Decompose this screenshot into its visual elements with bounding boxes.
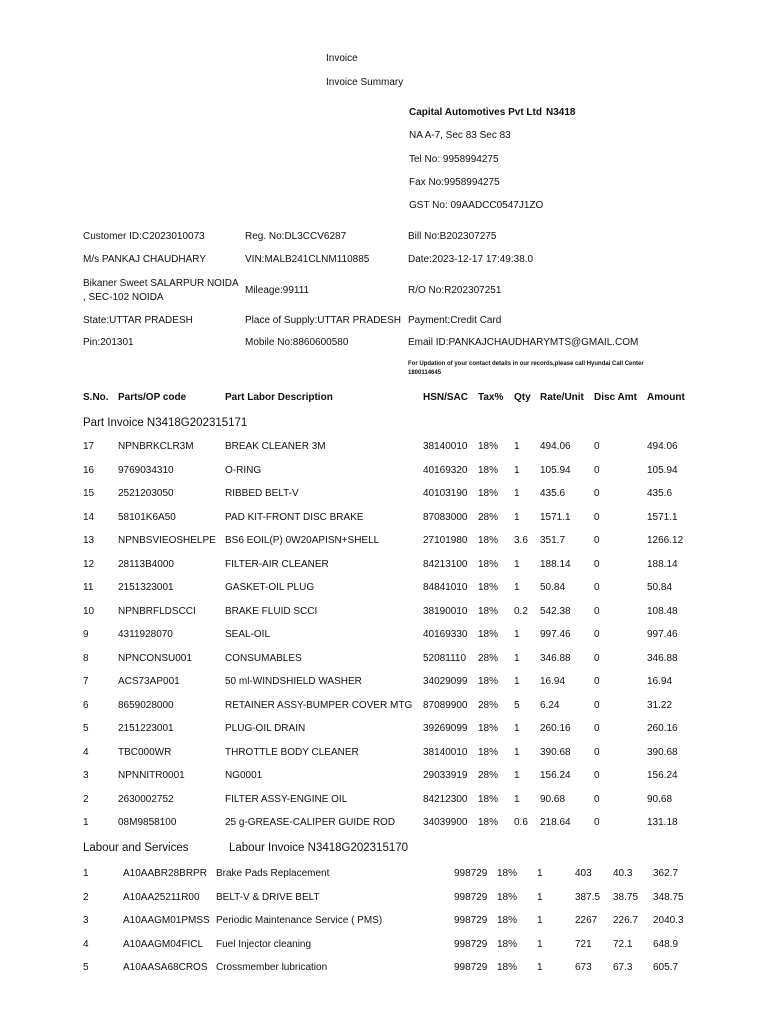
cell-desc: 25 g-GREASE-CALIPER GUIDE ROD: [225, 817, 396, 828]
cell-rate: 403: [575, 868, 592, 879]
place-of-supply: Place of Supply:UTTAR PRADESH: [245, 315, 401, 326]
cell-tax: 18%: [478, 558, 499, 570]
cell-rate: 260.16: [540, 723, 571, 734]
header-tax: Tax%: [478, 392, 504, 403]
cell-disc: 0: [594, 464, 600, 476]
cell-rate: 188.14: [540, 558, 571, 570]
cell-sno: 4: [83, 938, 89, 950]
cell-hsn: 84212300: [423, 793, 468, 805]
cell-sno: 16: [83, 464, 95, 476]
cell-tax: 18%: [478, 629, 499, 640]
table-row: [0, 559, 768, 573]
cell-disc: 0: [594, 770, 600, 781]
cell-rate: 50.84: [540, 582, 566, 593]
cell-rate: 351.7: [540, 535, 566, 546]
cell-tax: 18%: [478, 676, 499, 687]
cell-amount: 435.6: [647, 488, 673, 499]
cell-disc: 0: [594, 558, 600, 570]
cell-disc: 0: [594, 793, 600, 805]
cell-amount: 50.84: [647, 582, 673, 593]
cell-sno: 10: [83, 605, 95, 617]
cell-qty: 1: [514, 652, 520, 664]
cell-rate: 105.94: [540, 464, 571, 476]
cell-qty: 1: [514, 723, 520, 734]
cell-qty: 1: [514, 676, 520, 687]
cell-desc: NG0001: [225, 770, 263, 781]
cell-amount: 1266.12: [647, 535, 684, 546]
cell-amount: 1571.1: [647, 511, 678, 523]
cell-hsn: 998729: [454, 891, 488, 903]
header-rate: Rate/Unit: [540, 392, 584, 403]
cell-amount: 31.22: [647, 699, 673, 711]
cell-qty: 1: [514, 746, 520, 758]
vin: VIN:MALB241CLNM110885: [245, 254, 370, 265]
cell-qty: 1: [537, 891, 543, 903]
cell-code: ACS73AP001: [118, 676, 180, 687]
cell-rate: 156.24: [540, 770, 571, 781]
header-hsn: HSN/SAC: [423, 392, 469, 403]
cell-rate: 673: [575, 962, 592, 973]
cell-desc: SEAL-OIL: [225, 629, 271, 640]
cell-code: 2521203050: [118, 488, 174, 499]
table-row: [0, 770, 768, 784]
cell-tax: 28%: [478, 699, 499, 711]
cell-desc: BELT-V & DRIVE BELT: [216, 891, 320, 903]
cell-qty: 1: [514, 488, 520, 499]
cell-rate: 721: [575, 938, 592, 950]
cell-code: NPNBRKCLR3M: [118, 441, 194, 452]
cell-rate: 6.24: [540, 699, 560, 711]
table-row: [0, 817, 768, 831]
cell-sno: 17: [83, 441, 95, 452]
cell-rate: 390.68: [540, 746, 571, 758]
cell-hsn: 40169330: [423, 629, 468, 640]
header-qty: Qty: [514, 392, 531, 403]
table-row: [0, 723, 768, 737]
cell-disc: 0: [594, 582, 600, 593]
cell-rate: 387.5: [575, 891, 601, 903]
cell-desc: 50 ml-WINDSHIELD WASHER: [225, 676, 362, 687]
cell-rate: 542.38: [540, 605, 571, 617]
cell-disc: 0: [594, 511, 600, 523]
cell-rate: 997.46: [540, 629, 571, 640]
labour-section-title: Labour Invoice N3418G202315170: [229, 842, 409, 854]
bill-no: Bill No:B202307275: [408, 231, 497, 242]
cell-code: 58101K6A50: [118, 511, 176, 523]
cell-amount: 2040.3: [653, 915, 684, 926]
mileage: Mileage:99111: [245, 285, 310, 296]
cell-amount: 494.06: [647, 441, 678, 452]
table-row: [0, 747, 768, 761]
company-address: NA A-7, Sec 83 Sec 83: [409, 130, 511, 141]
cell-disc: 72.1: [613, 938, 633, 950]
cell-amount: 105.94: [647, 464, 678, 476]
header-sno: S.No.: [83, 392, 109, 403]
cell-code: NPNBSVIEOSHELPE: [118, 535, 216, 546]
cell-disc: 226.7: [613, 915, 639, 926]
cell-sno: 7: [83, 676, 89, 687]
cell-amount: 260.16: [647, 723, 678, 734]
cell-qty: 1: [514, 511, 520, 523]
cell-desc: Periodic Maintenance Service ( PMS): [216, 915, 383, 926]
cell-disc: 40.3: [613, 868, 633, 879]
cell-desc: BREAK CLEANER 3M: [225, 441, 326, 452]
cell-qty: 0.6: [514, 817, 528, 828]
customer-id: Customer ID:C2023010073: [83, 231, 205, 242]
cell-tax: 18%: [497, 962, 518, 973]
table-row: [0, 868, 768, 882]
cell-hsn: 998729: [454, 915, 488, 926]
mobile-no: Mobile No:8860600580: [245, 337, 349, 348]
company-tel: Tel No: 9958994275: [409, 154, 499, 165]
table-row: [0, 794, 768, 808]
cell-disc: 0: [594, 746, 600, 758]
ro-no: R/O No:R202307251: [408, 285, 502, 296]
cell-code: A10AAGM01PMSS: [123, 915, 210, 926]
cell-disc: 67.3: [613, 962, 633, 973]
cell-desc: Fuel Injector cleaning: [216, 938, 312, 950]
cell-sno: 2: [83, 793, 89, 805]
cell-disc: 0: [594, 488, 600, 499]
cell-qty: 1: [537, 938, 543, 950]
cell-desc: BRAKE FLUID SCCI: [225, 605, 318, 617]
cell-amount: 156.24: [647, 770, 678, 781]
cell-amount: 131.18: [647, 817, 678, 828]
pin-code: Pin:201301: [83, 337, 134, 348]
cell-desc: RETAINER ASSY-BUMPER COVER MTG: [225, 699, 413, 711]
cell-disc: 38.75: [613, 891, 639, 903]
table-row: [0, 606, 768, 620]
customer-address-line2: , SEC-102 NOIDA: [83, 292, 164, 303]
header-disc: Disc Amt: [594, 392, 637, 403]
cell-sno: 6: [83, 699, 89, 711]
cell-code: NPNNITR0001: [118, 770, 185, 781]
table-row: [0, 939, 768, 953]
cell-code: A10AA25211R00: [123, 891, 200, 903]
header-amount: Amount: [647, 392, 685, 403]
company-code: N3418: [546, 107, 576, 118]
cell-tax: 18%: [497, 891, 518, 903]
cell-tax: 18%: [478, 817, 499, 828]
table-row: [0, 512, 768, 526]
cell-code: TBC000WR: [118, 746, 172, 758]
cell-code: 08M9858100: [118, 817, 177, 828]
cell-disc: 0: [594, 699, 600, 711]
cell-amount: 997.46: [647, 629, 678, 640]
cell-hsn: 40103190: [423, 488, 468, 499]
cell-hsn: 34029099: [423, 676, 468, 687]
cell-amount: 648.9: [653, 938, 679, 950]
cell-qty: 1: [537, 915, 543, 926]
cell-disc: 0: [594, 605, 600, 617]
email-id: Email ID:PANKAJCHAUDHARYMTS@GMAIL.COM: [408, 337, 639, 348]
cell-sno: 8: [83, 652, 89, 664]
cell-hsn: 40169320: [423, 464, 468, 476]
cell-sno: 11: [83, 582, 94, 593]
cell-tax: 18%: [478, 464, 499, 476]
cell-desc: FILTER-AIR CLEANER: [225, 558, 329, 570]
cell-tax: 18%: [478, 605, 499, 617]
cell-disc: 0: [594, 535, 600, 546]
cell-code: 9769034310: [118, 464, 174, 476]
cell-code: A10AAGM04FICL: [123, 938, 204, 950]
company-gst: GST No: 09AADCC0547J1ZO: [409, 200, 544, 211]
cell-hsn: 84841010: [423, 582, 468, 593]
cell-desc: THROTTLE BODY CLEANER: [225, 746, 359, 758]
cell-rate: 346.88: [540, 652, 571, 664]
cell-hsn: 39269099: [423, 723, 468, 734]
table-row: [0, 465, 768, 479]
table-row: [0, 653, 768, 667]
cell-tax: 28%: [478, 652, 499, 664]
cell-sno: 9: [83, 629, 89, 640]
cell-desc: Crossmember lubrication: [216, 962, 328, 973]
cell-tax: 18%: [478, 535, 499, 546]
table-row: [0, 582, 768, 596]
cell-tax: 28%: [478, 770, 499, 781]
cell-sno: 14: [83, 511, 95, 523]
cell-disc: 0: [594, 441, 600, 452]
cell-rate: 494.06: [540, 441, 571, 452]
cell-amount: 348.75: [653, 891, 684, 903]
cell-tax: 18%: [478, 582, 499, 593]
cell-qty: 1: [514, 558, 520, 570]
labour-section-label: Labour and Services: [83, 842, 189, 854]
cell-tax: 18%: [478, 488, 499, 499]
cell-hsn: 38140010: [423, 746, 468, 758]
cell-sno: 13: [83, 535, 95, 546]
cell-sno: 1: [83, 868, 89, 879]
cell-qty: 5: [514, 699, 520, 711]
cell-disc: 0: [594, 723, 600, 734]
cell-rate: 218.64: [540, 817, 571, 828]
cell-desc: CONSUMABLES: [225, 652, 302, 664]
cell-rate: 90.68: [540, 793, 566, 805]
invoice-title: Invoice: [326, 53, 358, 64]
cell-sno: 5: [83, 723, 89, 734]
table-row: [0, 535, 768, 549]
cell-amount: 16.94: [647, 676, 673, 687]
cell-hsn: 34039900: [423, 817, 468, 828]
cell-hsn: 52081110: [423, 652, 467, 664]
table-row: [0, 700, 768, 714]
cell-hsn: 87083000: [423, 511, 468, 523]
header-description: Part Labor Description: [225, 392, 333, 403]
cell-code: 4311928070: [118, 629, 173, 640]
cell-sno: 5: [83, 962, 89, 973]
cell-tax: 28%: [478, 511, 499, 523]
table-row: [0, 629, 768, 643]
cell-code: NPNBRFLDSCCI: [118, 605, 196, 617]
company-fax: Fax No:9958994275: [409, 177, 500, 188]
header-code: Parts/OP code: [118, 392, 187, 403]
cell-tax: 18%: [497, 915, 518, 926]
company-name: Capital Automotives Pvt Ltd: [409, 107, 542, 118]
table-row: [0, 892, 768, 906]
cell-sno: 4: [83, 746, 89, 758]
cell-code: A10AASA68CROS: [123, 962, 208, 973]
cell-rate: 2267: [575, 915, 598, 926]
table-row: [0, 488, 768, 502]
cell-sno: 15: [83, 488, 95, 499]
cell-hsn: 38190010: [423, 605, 468, 617]
cell-disc: 0: [594, 676, 600, 687]
cell-hsn: 84213100: [423, 558, 468, 570]
cell-desc: FILTER ASSY-ENGINE OIL: [225, 793, 348, 805]
cell-amount: 90.68: [647, 793, 673, 805]
cell-code: 28113B4000: [118, 558, 174, 570]
table-row: [0, 676, 768, 690]
cell-rate: 1571.1: [540, 511, 571, 523]
cell-tax: 18%: [478, 746, 499, 758]
cell-sno: 3: [83, 915, 89, 926]
cell-hsn: 27101980: [423, 535, 468, 546]
cell-tax: 18%: [478, 723, 499, 734]
cell-tax: 18%: [478, 793, 499, 805]
cell-amount: 108.48: [647, 605, 678, 617]
cell-amount: 362.7: [653, 868, 679, 879]
cell-code: NPNCONSU001: [118, 652, 192, 664]
cell-desc: Brake Pads Replacement: [216, 868, 330, 879]
cell-hsn: 38140010: [423, 441, 468, 452]
cell-desc: PAD KIT-FRONT DISC BRAKE: [225, 511, 364, 523]
cell-hsn: 87089900: [423, 699, 468, 711]
cell-qty: 1: [514, 441, 520, 452]
cell-hsn: 29033919: [423, 770, 468, 781]
cell-code: 2630002752: [118, 793, 174, 805]
cell-tax: 18%: [478, 441, 499, 452]
cell-hsn: 998729: [454, 938, 488, 950]
cell-qty: 3.6: [514, 535, 528, 546]
table-row: [0, 441, 768, 455]
customer-name: M/s PANKAJ CHAUDHARY: [83, 254, 206, 265]
cell-qty: 1: [514, 464, 520, 476]
state: State:UTTAR PRADESH: [83, 315, 193, 326]
invoice-date: Date:2023-12-17 17:49:38.0: [408, 254, 534, 265]
customer-address-line1: Bikaner Sweet SALARPUR NOIDA: [83, 278, 239, 289]
reg-no: Reg. No:DL3CCV6287: [245, 231, 347, 242]
cell-code: 2151323001: [118, 582, 174, 593]
cell-disc: 0: [594, 817, 600, 828]
cell-qty: 1: [514, 629, 520, 640]
cell-qty: 0.2: [514, 605, 528, 617]
cell-tax: 18%: [497, 938, 518, 950]
cell-amount: 188.14: [647, 558, 678, 570]
cell-desc: BS6 EOIL(P) 0W20APISN+SHELL: [225, 535, 380, 546]
cell-qty: 1: [537, 962, 543, 973]
cell-hsn: 998729: [454, 868, 488, 879]
cell-desc: RIBBED BELT-V: [225, 488, 299, 499]
invoice-summary-title: Invoice Summary: [326, 77, 404, 88]
cell-disc: 0: [594, 652, 600, 664]
cell-rate: 16.94: [540, 676, 566, 687]
cell-qty: 1: [514, 793, 520, 805]
cell-hsn: 998729: [454, 962, 488, 973]
cell-amount: 346.88: [647, 652, 678, 664]
cell-sno: 2: [83, 891, 89, 903]
cell-code: 2151223001: [118, 723, 174, 734]
cell-desc: O-RING: [225, 464, 262, 476]
cell-sno: 12: [83, 558, 95, 570]
table-row: [0, 915, 768, 929]
parts-section-title: Part Invoice N3418G202315171: [83, 417, 248, 429]
cell-desc: GASKET-OIL PLUG: [225, 582, 315, 593]
contact-update-note: For Updation of your contact details in our records,please call Hyundai Call Center: [408, 361, 644, 367]
table-row: [0, 962, 768, 976]
call-center-number: 1800114645: [408, 370, 442, 376]
cell-qty: 1: [537, 868, 543, 879]
cell-qty: 1: [514, 770, 520, 781]
cell-amount: 390.68: [647, 746, 678, 758]
cell-code: 8659028000: [118, 699, 174, 711]
cell-tax: 18%: [497, 868, 518, 879]
cell-desc: PLUG-OIL DRAIN: [225, 723, 306, 734]
cell-disc: 0: [594, 629, 600, 640]
cell-qty: 1: [514, 582, 520, 593]
cell-sno: 3: [83, 770, 89, 781]
cell-rate: 435.6: [540, 488, 566, 499]
cell-code: A10AABR28BRPR: [123, 868, 207, 879]
cell-amount: 605.7: [653, 962, 679, 973]
payment-mode: Payment:Credit Card: [408, 315, 502, 326]
cell-sno: 1: [83, 817, 89, 828]
